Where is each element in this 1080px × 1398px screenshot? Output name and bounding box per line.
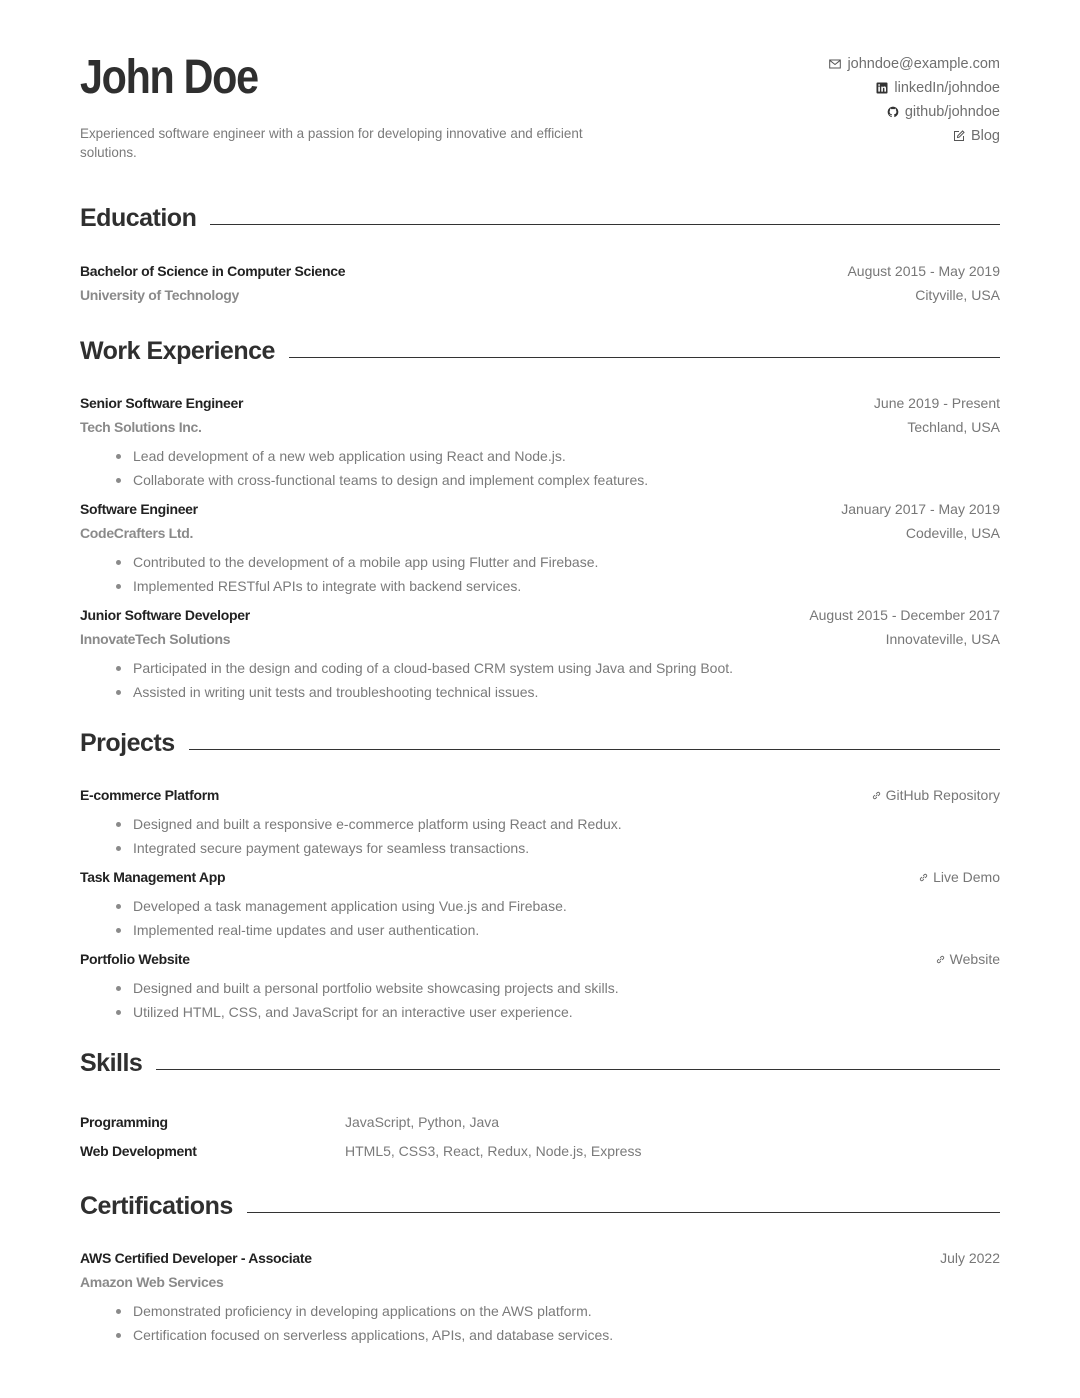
job-bullets bbox=[80, 550, 1000, 598]
contact-list bbox=[829, 52, 1000, 148]
project-bullets bbox=[80, 894, 1000, 942]
job-bullets bbox=[80, 656, 1000, 704]
work-entry bbox=[80, 391, 1000, 492]
project-entry bbox=[80, 865, 1000, 942]
bullet-item: Implemented real-time updates and user authentication. bbox=[114, 918, 1000, 942]
education-dates: August 2015 - May 2019 bbox=[847, 263, 1000, 279]
bullet-item: Contributed to the development of a mobile app using Flutter and Firebase. bbox=[114, 550, 1000, 574]
contact-github-label: github/johndoe bbox=[904, 104, 1000, 120]
job-dates: June 2019 - Present bbox=[873, 395, 1000, 411]
certification-bullets bbox=[80, 1299, 1000, 1347]
company: InnovateTech Solutions bbox=[80, 631, 231, 647]
job-dates: January 2017 - May 2019 bbox=[841, 501, 1000, 517]
project-bullets bbox=[80, 976, 1000, 1024]
link-icon bbox=[918, 872, 929, 883]
project-entry bbox=[80, 783, 1000, 860]
section-title: Certifications bbox=[80, 1192, 233, 1220]
degree: Bachelor of Science in Computer Science bbox=[80, 263, 346, 279]
link-icon bbox=[871, 790, 882, 801]
work-section-heading bbox=[80, 336, 1000, 366]
project-link-label: Live Demo bbox=[933, 869, 1000, 885]
bullet-item: Demonstrated proficiency in developing applications on the AWS platform. bbox=[114, 1299, 1000, 1323]
education-entry bbox=[80, 259, 1000, 307]
project-bullets bbox=[80, 812, 1000, 860]
job-title: Software Engineer bbox=[80, 501, 198, 517]
work-entry bbox=[80, 603, 1000, 704]
project-link[interactable] bbox=[918, 869, 1000, 885]
job-location: Codeville, USA bbox=[905, 525, 1000, 541]
job-title: Junior Software Developer bbox=[80, 607, 250, 623]
project-name: Task Management App bbox=[80, 869, 226, 885]
contact-linkedin[interactable] bbox=[829, 76, 1000, 100]
skill-values: HTML5, CSS3, React, Redux, Node.js, Express bbox=[345, 1142, 642, 1159]
section-title: Skills bbox=[80, 1049, 143, 1077]
certification-issuer: Amazon Web Services bbox=[80, 1274, 224, 1290]
section-divider bbox=[156, 1069, 1000, 1071]
section-divider bbox=[289, 357, 1000, 359]
job-bullets bbox=[80, 444, 1000, 492]
candidate-name: John Doe bbox=[80, 51, 258, 104]
job-location: Techland, USA bbox=[907, 419, 1000, 435]
project-link-label: Website bbox=[949, 951, 1000, 967]
education-section-heading bbox=[80, 203, 1000, 233]
skill-category: Web Development bbox=[80, 1142, 197, 1159]
bullet-item: Integrated secure payment gateways for seamless transactions. bbox=[114, 836, 1000, 860]
bullet-item: Lead development of a new web application using React and Node.js. bbox=[114, 444, 1000, 468]
github-icon bbox=[887, 106, 899, 118]
skill-row bbox=[80, 1107, 1000, 1136]
job-location: Innovateville, USA bbox=[885, 631, 1000, 647]
project-name: Portfolio Website bbox=[80, 951, 190, 967]
project-name: E-commerce Platform bbox=[80, 787, 220, 803]
mail-icon bbox=[829, 58, 841, 70]
contact-email-label: johndoe@example.com bbox=[847, 56, 1000, 72]
skills-section-heading bbox=[80, 1048, 1000, 1078]
bullet-item: Designed and built a personal portfolio website showcasing projects and skills. bbox=[114, 976, 1000, 1000]
skill-category: Programming bbox=[80, 1113, 168, 1130]
section-title: Work Experience bbox=[80, 337, 275, 365]
section-divider bbox=[247, 1212, 1000, 1214]
bullet-item: Certification focused on serverless applications, APIs, and database services. bbox=[114, 1323, 1000, 1347]
bullet-item: Developed a task management application using Vue.js and Firebase. bbox=[114, 894, 1000, 918]
edit-icon bbox=[953, 130, 965, 142]
bullet-item: Assisted in writing unit tests and troubleshooting technical issues. bbox=[114, 680, 1000, 704]
project-link[interactable] bbox=[871, 787, 1000, 803]
section-title: Education bbox=[80, 204, 197, 232]
education-location: Cityville, USA bbox=[915, 287, 1000, 303]
link-icon bbox=[935, 954, 946, 965]
project-entry bbox=[80, 947, 1000, 1024]
school: University of Technology bbox=[80, 287, 240, 303]
certification-date: July 2022 bbox=[940, 1250, 1000, 1266]
bullet-item: Designed and built a responsive e-commerce platform using React and Redux. bbox=[114, 812, 1000, 836]
bullet-item: Collaborate with cross-functional teams to design and implement complex features. bbox=[114, 468, 1000, 492]
company: Tech Solutions Inc. bbox=[80, 419, 202, 435]
skills-list bbox=[80, 1107, 1000, 1165]
project-link-label: GitHub Repository bbox=[885, 787, 1000, 803]
bullet-item: Implemented RESTful APIs to integrate with backend services. bbox=[114, 574, 1000, 598]
certifications-section-heading bbox=[80, 1191, 1000, 1221]
projects-section-heading bbox=[80, 728, 1000, 758]
skill-row bbox=[80, 1136, 1000, 1165]
section-title: Projects bbox=[80, 729, 175, 757]
contact-linkedin-label: linkedIn/johndoe bbox=[894, 80, 1000, 96]
contact-github[interactable] bbox=[829, 100, 1000, 124]
skill-values: JavaScript, Python, Java bbox=[345, 1113, 500, 1130]
company: CodeCrafters Ltd. bbox=[80, 525, 194, 541]
bullet-item: Utilized HTML, CSS, and JavaScript for an interactive user experience. bbox=[114, 1000, 1000, 1024]
contact-email[interactable] bbox=[829, 52, 1000, 76]
bullet-item: Participated in the design and coding of a cloud-based CRM system using Java and Spring Boot. bbox=[114, 656, 1000, 680]
project-link[interactable] bbox=[935, 951, 1000, 967]
summary: Experienced software engineer with a passion for developing innovative and efficient solutions. bbox=[80, 125, 583, 160]
linkedin-icon bbox=[876, 82, 888, 94]
section-divider bbox=[210, 224, 1000, 226]
certification-name: AWS Certified Developer - Associate bbox=[80, 1250, 312, 1266]
resume-page bbox=[80, 0, 1000, 1343]
resume-header bbox=[80, 0, 1000, 200]
contact-blog[interactable] bbox=[829, 124, 1000, 148]
certification-entry bbox=[80, 1246, 1000, 1347]
contact-blog-label: Blog bbox=[970, 128, 1000, 144]
job-dates: August 2015 - December 2017 bbox=[809, 607, 1000, 623]
work-entry bbox=[80, 497, 1000, 598]
job-title: Senior Software Engineer bbox=[80, 395, 244, 411]
section-divider bbox=[189, 749, 1000, 751]
